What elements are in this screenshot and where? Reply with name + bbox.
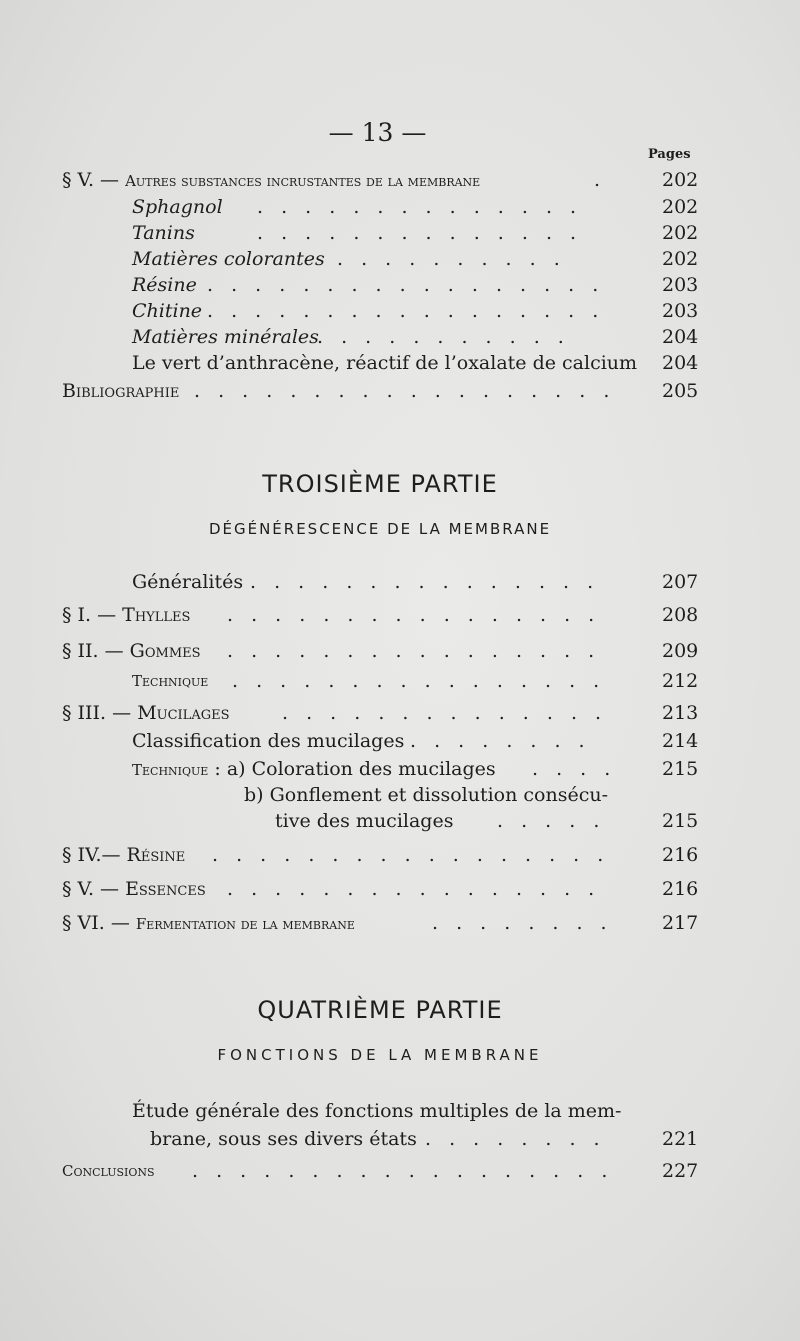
toc-page: 213 bbox=[662, 702, 699, 724]
toc-entry: § V. — Autres substances incrustantes de la membrane . 202 bbox=[62, 169, 699, 191]
toc-entry: brane, sous ses divers états . . . . . . . . 221 bbox=[150, 1128, 699, 1150]
toc-page: 202 bbox=[662, 196, 699, 218]
part-subtitle: DÉGÉNÉRESCENCE DE LA MEMBRANE bbox=[208, 520, 552, 538]
toc-page: 216 bbox=[662, 844, 699, 866]
toc-entry: Sphagnol . . . . . . . . . . . . . . 202 bbox=[132, 196, 699, 218]
toc-entry bbox=[244, 782, 764, 808]
toc-page: 202 bbox=[662, 222, 699, 244]
toc-entry-label: Chitine bbox=[132, 300, 203, 322]
toc-entry-label: Conclusions bbox=[62, 1162, 155, 1180]
toc-entry bbox=[132, 1098, 772, 1124]
toc-page: 202 bbox=[662, 248, 699, 270]
toc-entry-label: Fermentation de la membrane bbox=[135, 915, 355, 933]
page-number: — 13 — bbox=[328, 118, 427, 147]
toc-page: 207 bbox=[662, 571, 699, 593]
toc-entry-label: Autres substances incrustantes de la membrane bbox=[125, 172, 481, 190]
toc-entry-label: Thylles bbox=[122, 604, 191, 626]
toc-entry-label: Essences bbox=[125, 878, 206, 900]
toc-page: 215 bbox=[662, 758, 699, 780]
toc-entry-label: Technique bbox=[132, 672, 209, 690]
toc-entry: § IV.— Résine . . . . . . . . . . . . . . . . . 216 bbox=[62, 844, 699, 866]
toc-entry-label: : a) Coloration des mucilages bbox=[208, 758, 496, 780]
toc-page: 227 bbox=[662, 1160, 699, 1182]
toc-page: 212 bbox=[662, 670, 699, 692]
toc-entry: Généralités . . . . . . . . . . . . . . . 207 bbox=[132, 571, 699, 593]
toc-entry bbox=[132, 350, 772, 376]
toc-entry: Technique : a) Coloration des mucilages . . . . 215 bbox=[132, 758, 699, 780]
toc-page: 209 bbox=[662, 640, 699, 662]
toc-page: 204 bbox=[662, 326, 699, 348]
toc-entry: Matières minérales . . . . . . . . . . . 204 bbox=[132, 326, 699, 348]
toc-page: 202 bbox=[662, 169, 699, 191]
toc-entry: Technique . . . . . . . . . . . . . . . . 212 bbox=[132, 670, 699, 692]
toc-entry: § III. — Mucilages . . . . . . . . . . . . . . 213 bbox=[62, 702, 699, 724]
toc-page: 203 bbox=[662, 274, 699, 296]
toc-entry: § V. — Essences . . . . . . . . . . . . . . . . 216 bbox=[62, 878, 699, 900]
toc-entry: Chitine . . . . . . . . . . . . . . . . . 203 bbox=[132, 300, 699, 322]
toc-entry-label: Gommes bbox=[129, 640, 201, 662]
toc-entry-label: brane, sous ses divers états bbox=[150, 1128, 417, 1150]
part-title: QUATRIÈME PARTIE bbox=[257, 996, 503, 1024]
toc-entry-label: Classification des mucilages bbox=[132, 730, 405, 752]
toc-entry-label: tive des mucilages bbox=[275, 810, 454, 832]
toc-entry-label: Matières minérales bbox=[132, 326, 319, 348]
toc-entry: § I. — Thylles . . . . . . . . . . . . . . . . 208 bbox=[62, 604, 699, 626]
toc-entry: Tanins . . . . . . . . . . . . . . 202 bbox=[132, 222, 699, 244]
toc-entry-label: Résine bbox=[132, 274, 197, 296]
toc-entry: Conclusions . . . . . . . . . . . . . . . . . . 227 bbox=[62, 1160, 699, 1182]
toc-entry-label: Étude générale des fonctions multiples de la mem- bbox=[132, 1100, 622, 1122]
part-title: TROISIÈME PARTIE bbox=[262, 470, 498, 498]
toc-page: 217 bbox=[662, 912, 699, 934]
toc-entry-label: Le vert d’anthracène, réactif de l’oxalate de calcium bbox=[132, 352, 638, 374]
toc-page: 205 bbox=[662, 380, 699, 402]
pages-column-header: Pages bbox=[648, 147, 691, 162]
toc-entry: tive des mucilages . . . . . 215 bbox=[275, 810, 699, 832]
toc-entry-label: Matières colorantes bbox=[132, 248, 325, 270]
toc-entry: § VI. — Fermentation de la membrane . . . . . . . . 217 bbox=[62, 912, 699, 934]
toc-page: 203 bbox=[662, 300, 699, 322]
toc-page: 216 bbox=[662, 878, 699, 900]
toc-page: 204 bbox=[662, 352, 699, 374]
toc-page: 214 bbox=[662, 730, 699, 752]
part-subtitle: FONCTIONS DE LA MEMBRANE bbox=[217, 1046, 543, 1064]
toc-entry: Classification des mucilages . . . . . . . . 214 bbox=[132, 730, 699, 752]
toc-entry-label: Sphagnol bbox=[132, 196, 223, 218]
toc-entry-label: Résine bbox=[126, 844, 186, 866]
toc-entry-label: b) Gonflement et dissolution consécu- bbox=[244, 784, 609, 806]
toc-entry-label: Tanins bbox=[132, 222, 195, 244]
toc-page: 221 bbox=[662, 1128, 699, 1150]
toc-entry: § II. — Gommes . . . . . . . . . . . . . . . . 209 bbox=[62, 640, 699, 662]
toc-entry: Bibliographie . . . . . . . . . . . . . . . . . . 205 bbox=[62, 380, 699, 402]
toc-entry-label: Mucilages bbox=[137, 702, 230, 724]
toc-page: 215 bbox=[662, 810, 699, 832]
toc-entry-label: Généralités bbox=[132, 571, 244, 593]
toc-entry: Résine . . . . . . . . . . . . . . . . . 203 bbox=[132, 274, 699, 296]
toc-entry-label: Bibliographie bbox=[62, 380, 180, 402]
toc-entry: Matières colorantes . . . . . . . . . . 202 bbox=[132, 248, 699, 270]
toc-page: 208 bbox=[662, 604, 699, 626]
